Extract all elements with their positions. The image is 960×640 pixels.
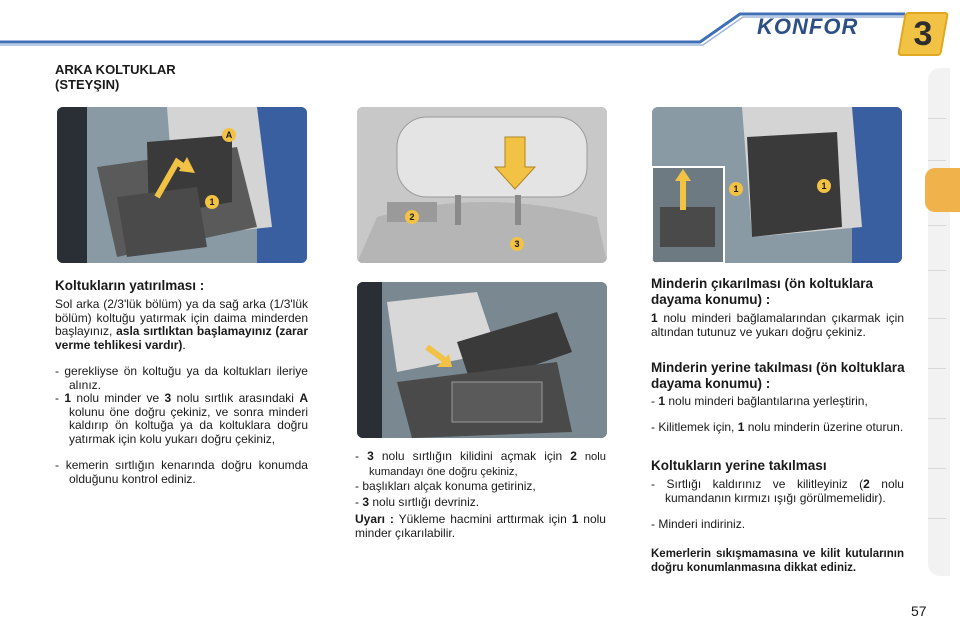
list-item: - 1 nolu minderi bağlantılarına yerleştirin, <box>651 394 868 408</box>
list-item: - 3 nolu sırtlığın kilidini açmak için 2 nolu kumandayı öne doğru çekiniz, <box>355 449 606 478</box>
cushion-removal-paragraph: 1 nolu minderi bağlamalarından çıkarmak için altından tutunuz ve yukarı doğru çekiniz. <box>651 311 904 339</box>
tab-divider <box>928 418 946 419</box>
label-1b: 1 <box>821 181 827 191</box>
photo-folded-seat <box>357 282 607 438</box>
label-1: 1 <box>209 197 215 207</box>
tab-divider <box>928 225 946 226</box>
note-paragraph: Uyarı : Yükleme hacmini arttırmak için 1 nolu minder çıkarılabilir. <box>355 512 606 540</box>
tab-divider <box>928 318 946 319</box>
photo-cushion-removal <box>652 107 902 263</box>
tab-divider <box>928 270 946 271</box>
page-number: 57 <box>911 603 927 619</box>
side-tab-strip <box>928 68 950 576</box>
heading-cushion-removal: Minderin çıkarılması (ön koltuklara dayama konumu) : <box>651 276 874 307</box>
tab-divider <box>928 468 946 469</box>
photo-headrest <box>357 107 607 263</box>
list-item: - Sırtlığı kaldırınız ve kilitleyiniz (2 nolu kumandanın kırmızı ışığı görülmemelidir). <box>651 477 904 505</box>
tab-divider <box>928 518 946 519</box>
chapter-number: 3 <box>913 15 933 53</box>
side-tab-active[interactable] <box>925 168 960 212</box>
heading-seat-refit: Koltukların yerine takılması <box>651 458 827 473</box>
list-item: - Kilitlemek için, 1 nolu minderin üzerine oturun. <box>651 420 904 434</box>
list-item: - kemerin sırtlığın kenarında doğru konumda olduğunu kontrol ediniz. <box>55 458 308 486</box>
warning-note: Kemerlerin sıkışmamasına ve kilit kutularının doğru konumlanmasına dikkat ediniz. <box>651 548 904 574</box>
chapter-title: KONFOR <box>757 14 859 39</box>
tab-divider <box>928 368 946 369</box>
list-item: - gerekliyse ön koltuğu ya da koltukları ileriye alınız. <box>55 364 308 392</box>
tab-divider <box>928 160 946 161</box>
label-3: 3 <box>514 239 520 249</box>
list-item: - Minderi indiriniz. <box>651 517 746 531</box>
tab-divider <box>928 118 946 119</box>
label-A: A <box>225 130 233 140</box>
list-item: - başlıkları alçak konuma getiriniz, <box>355 479 536 493</box>
label-1a: 1 <box>733 184 739 194</box>
label-2: 2 <box>409 212 415 222</box>
photo-cushion-lift <box>57 107 307 263</box>
intro-paragraph: Sol arka (2/3'lük bölüm) ya da sağ arka (1/3'lük bölüm) koltuğu yatırmak için daima minderden başlayınız, asla sırtlıktan başlamayınız (zarar verme tehlikesi vardır). <box>55 297 308 352</box>
heading-seat-folding: Koltukların yatırılması : <box>55 278 205 293</box>
heading-cushion-refit: Minderin yerine takılması (ön koltuklara dayama konumu) : <box>651 360 905 391</box>
section-title: ARKA KOLTUKLAR (STEYŞIN) <box>55 62 176 92</box>
list-item: - 1 nolu minder ve 3 nolu sırtlık arasındaki A kolunu öne doğru çekiniz, ve sonra minderi kaldırıp ön koltuğa ya da koltuklara doğru yatırmak için kolu yukarı doğru çekiniz, <box>55 391 308 446</box>
list-item: - 3 nolu sırtlığı devriniz. <box>355 495 480 509</box>
